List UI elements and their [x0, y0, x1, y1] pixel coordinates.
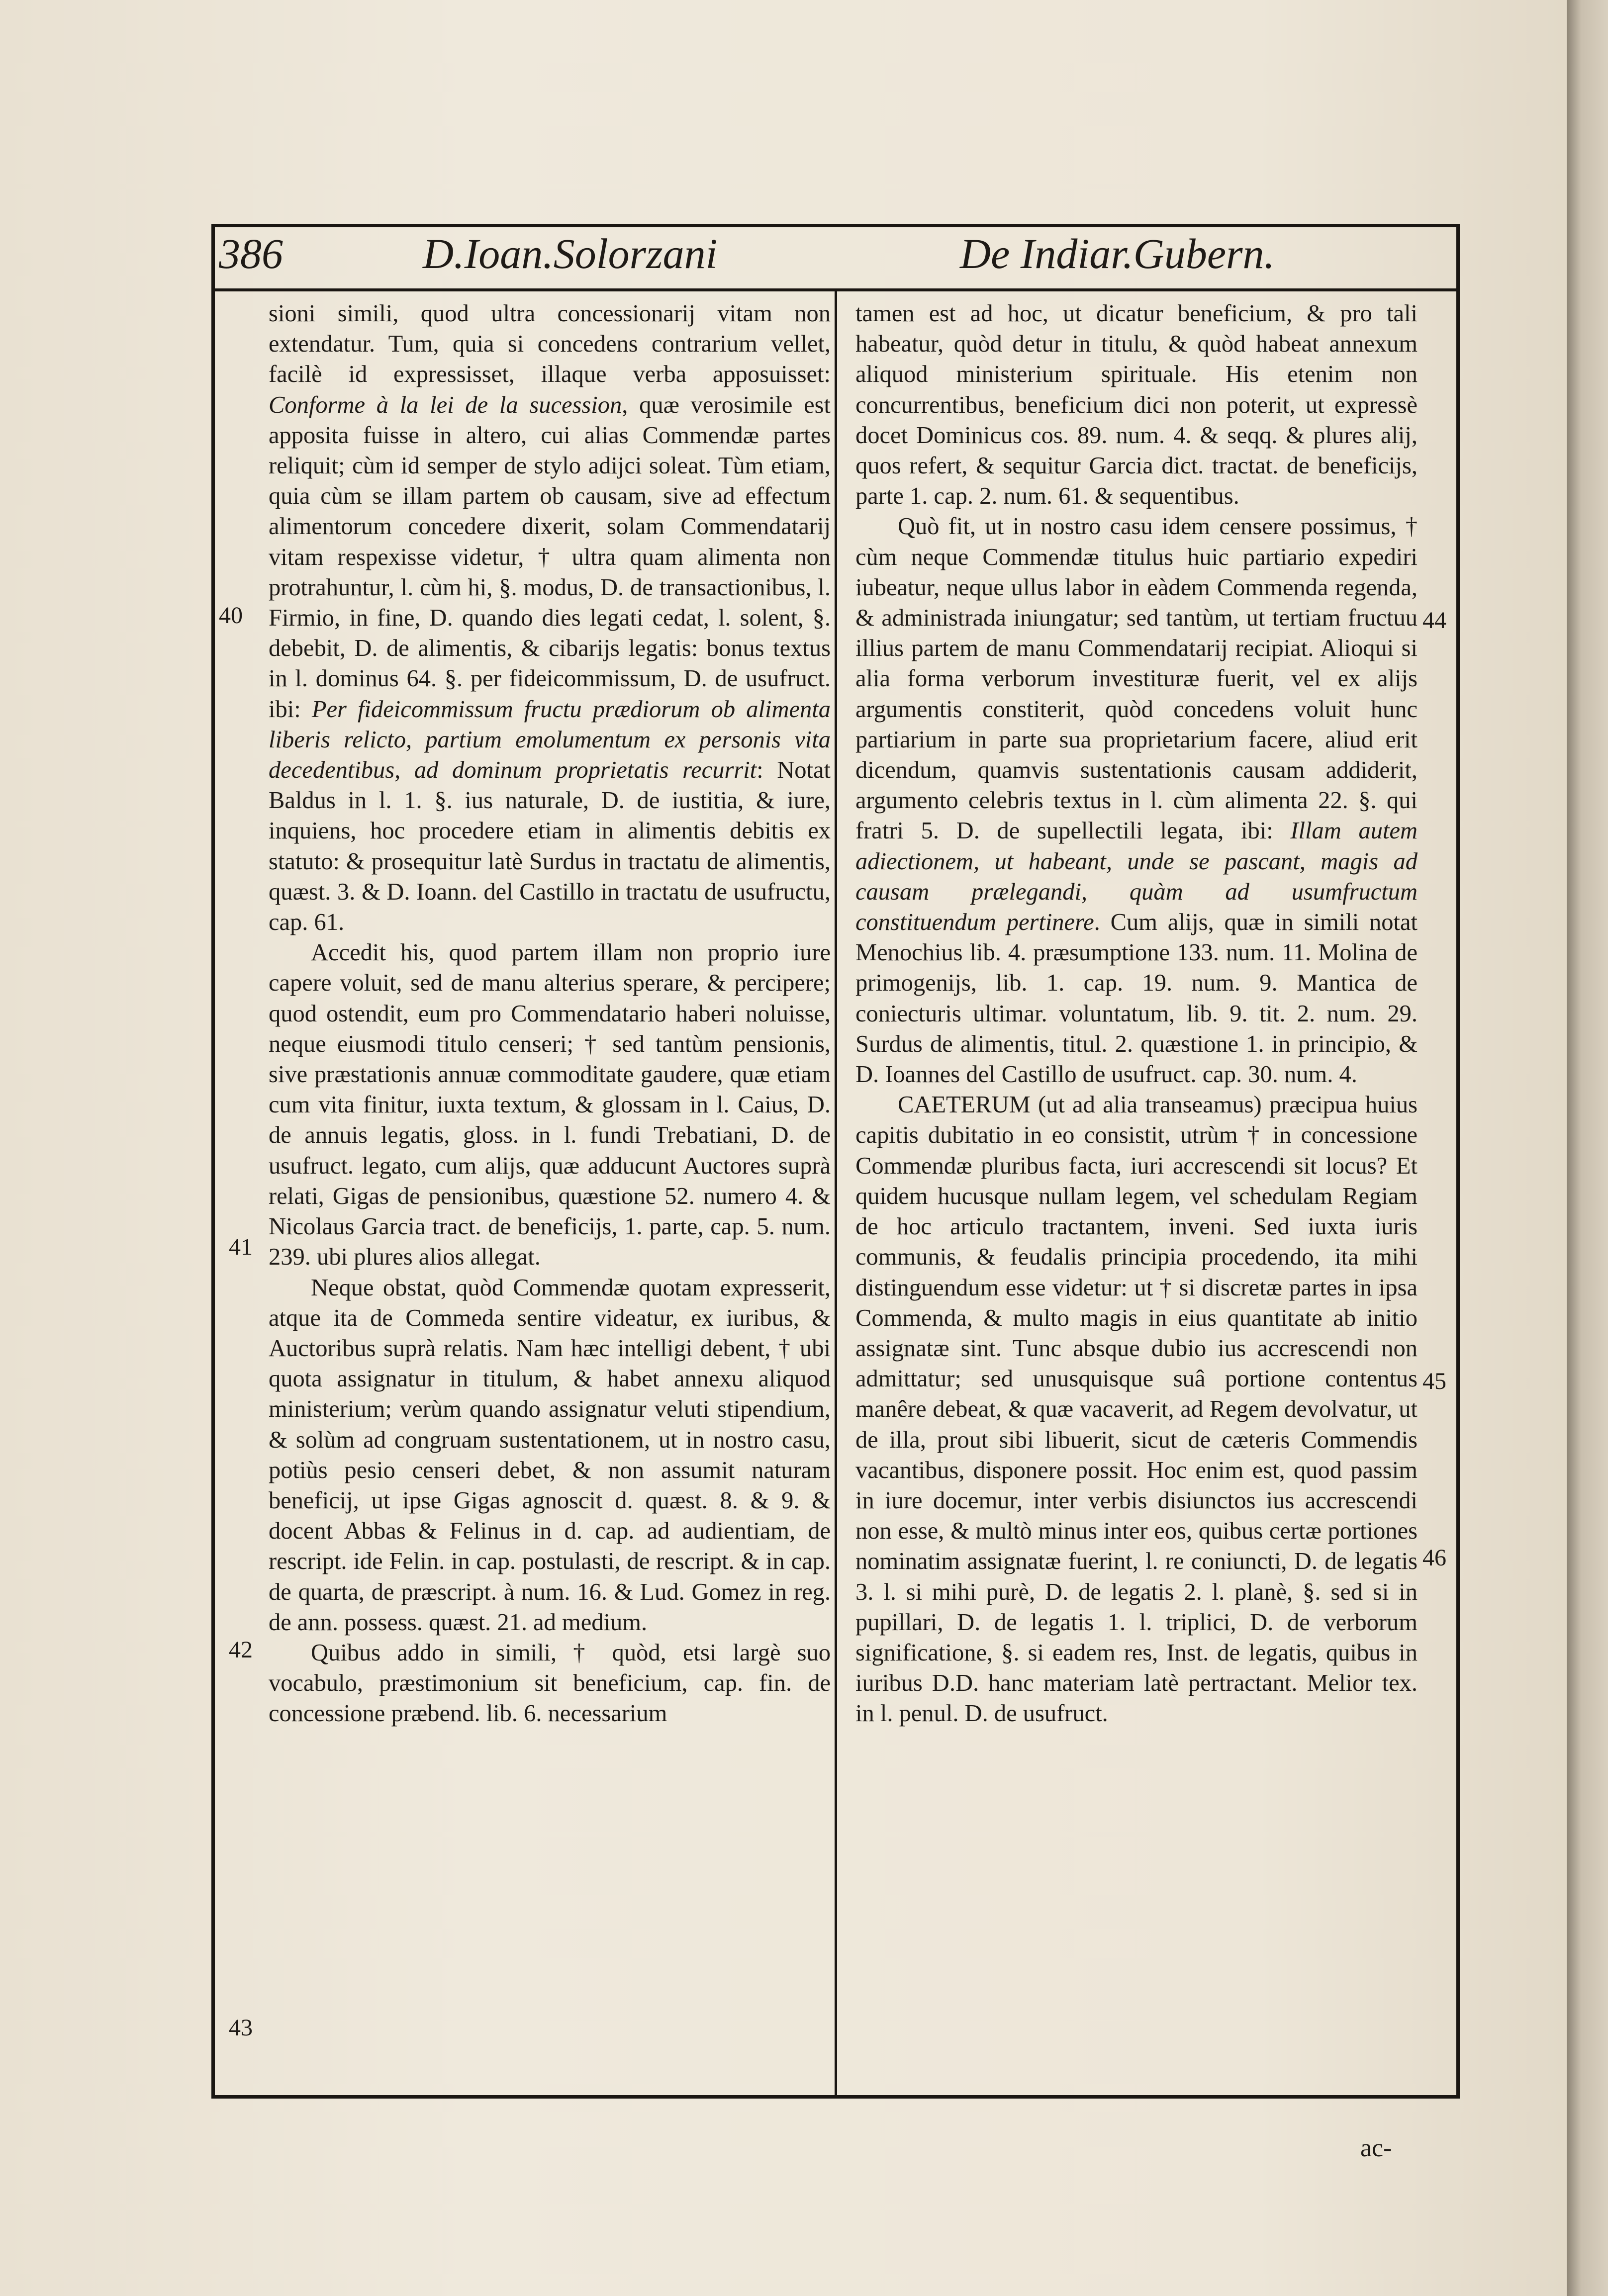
margin-number: 45 — [1422, 1368, 1446, 1394]
column-divider — [835, 288, 837, 2099]
text-run: , quæ verosimile est apposita fuisse in altero, cui alias Commendæ partes reliquit; cùm id semper de stylo adijci soleat. Tùm etiam, quia cùm se illam partem ob causam, sive ad effectum alimentorum concedere dixerit, solam Commendatarij vitam respexisse videtur, † ultra quam alimenta non protrahuntur, l. cùm hi, §. modus, D. de transactionibus, l. Firmio, in fine, D. quando dies legati cedat, l. solent, §. debebit, D. de alimentis, & cibarijs legatis: bonus textus in l. dominus 64. §. per fideicommissum, D. de usufruct. ibi: — [269, 391, 831, 723]
right-column — [855, 298, 1418, 1729]
text-run: : Notat Baldus in l. 1. §. ius naturale, D. de iustitia, & iure, inquiens, hoc procedere etiam in alimentis debitis ex statuto: & prosequitur latè Surdus in tractatu de alimentis, quæst. 3. & D. Ioann. del Castillo in tractatu de usufructu, cap. 61. — [269, 757, 831, 936]
running-head-author: D.Ioan.Solorzani — [423, 230, 718, 277]
paragraph: Quibus addo in simili, † quòd, etsi largè suo vocabulo, præstimonium sit beneficium, cap. fin. de concessione præbend. lib. 6. necessarium — [269, 1639, 831, 1727]
text-run: sioni simili, quod ultra concessionarij vitam non extendatur. Tum, quia si concedens contrarium vellet, facilè id expressisset, illaque verba apposuisset: — [269, 300, 831, 388]
margin-number: 40 — [219, 602, 243, 629]
margin-number: 43 — [229, 2015, 253, 2041]
paragraph: tamen est ad hoc, ut dicatur beneficium, & pro tali habeatur, quòd detur in titulu, & quòd habeat annexum aliquod ministerium spirituale. His etenim non concurrentibus, beneficium dici non poterit, ut expressè docet Dominicus cos. 89. num. 4. & seqq. & plures alij, quos refert, & sequitur Garcia dict. tractat. de beneficijs, parte 1. cap. 2. num. 61. & sequentibus. — [855, 300, 1418, 510]
italic-quote: Per fideicommissum fructu prædiorum ob alimenta liberis relicto, partium emolumentum ex personis vita decedentibus, ad dominum proprietatis recurrit — [269, 696, 831, 784]
paragraph — [855, 511, 1418, 1090]
italic-quote: Conforme à la lei de la sucession — [269, 391, 622, 418]
paragraph: CAETERUM (ut ad alia transeamus) præcipua huius capitis dubitatio in eo consistit, utrùm † in concessione Commendæ pluribus facta, iuri accrescendi sit locus? Et quidem hucusque nullam legem, vel schedulam Regiam de hoc articulo tractantem, inveni. Sed iuxta iuris communis, & feudalis principia procedendo, ita mihi distinguendum esse videtur: ut † si discretæ partes in ipsa Commenda, & multo magis in eius quantitate ab initio assignatæ sint. Tunc absque dubio ius accrescendi non admittatur; sed unusquisque suâ portione contentus manêre debeat, & quæ vacaverit, ad Regem devolvatur, ut de illa, prout sibi libuerit, sicut de cæteris Commendis vacantibus, disponere possit. Hoc enim est, quod passim in iure docemur, inter verbis disiunctos ius accrescendi non esse, & multò minus inter eos, quibus certæ portiones nominatim assignatæ fuerint, l. re coniuncti, D. de legatis 3. l. si mihi purè, D. de legatis 2. l. planè, §. sed si in pupillari, D. de legatis 1. l. triplici, D. de verborum significatione, §. si eadem res, Inst. de legatis, quibus in iuribus D.D. hanc materiam latè pertractant. Melior tex. in l. penul. D. de usufruct. — [855, 1092, 1418, 1727]
paragraph: Neque obstat, quòd Commendæ quotam expresserit, atque ita de Commeda sentire videatur, ex iuribus, & Auctoribus suprà relatis. Nam hæc intelligi debent, † ubi quota assignatur in titulum, & habet annexu aliquod ministerium; verùm quando assignatur veluti stipendium, & solùm ad congruam sustentationem, ut in nostro casu, potiùs pesio censeri debet, & non assumit naturam beneficij, ut ipse Gigas agnoscit d. quæst. 8. & 9. & docent Abbas & Felinus in d. cap. ad audientiam, de rescript. ide Felin. in cap. postulasti, de rescript. & in cap. de quarta, de præscript. à num. 16. & Lud. Gomez in reg. de ann. possess. quæst. 21. ad medium. — [269, 1274, 831, 1636]
margin-number: 41 — [229, 1234, 253, 1260]
left-column — [269, 298, 831, 1729]
paragraph: Accedit his, quod partem illam non proprio iure capere voluit, sed de manu alterius sperare, & percipere; quod ostendit, eum pro Commendatario haberi noluisse, neque eiusmodi titulo censeri; † sed tantùm pensionis, sive præstationis annuæ commoditate gaudere, quæ etiam cum vita finitur, iuxta textum, & glossam in l. Caius, D. de annuis legatis, gloss. in l. fundi Trebatiani, D. de usufruct. legato, cum alijs, quæ adducunt Auctores suprà relati, Gigas de pensionibus, quæstione 52. numero 4. & Nicolaus Garcia tract. de beneficijs, 1. parte, cap. 5. num. 239. ubi plures alios allegat. — [269, 939, 831, 1271]
next-page-edge — [1567, 0, 1608, 2296]
text-run: . Cum alijs, quæ in simili notat Menochius lib. 4. præsumptione 133. num. 11. Molina de primogenijs, lib. 1. cap. 19. num. 9. Mantica de coniecturis ultimar. voluntatum, lib. 9. tit. 2. num. 29. Surdus de alimentis, titul. 2. quæstione 1. in principio, & D. Ioannes del Castillo de usufruct. cap. 30. num. 4. — [855, 909, 1418, 1088]
margin-number: 42 — [229, 1637, 253, 1663]
italic-quote: Illam autem adiectionem, ut habeant, unde se pascant, magis ad causam prælegandi, quàm ad usumfructum constituendum pertinere — [855, 818, 1418, 936]
running-head-title: De Indiar.Gubern. — [960, 230, 1275, 277]
paragraph — [269, 298, 831, 937]
catchword: ac- — [1360, 2134, 1392, 2162]
margin-number: 44 — [1422, 607, 1446, 634]
page-number: 386 — [219, 230, 283, 277]
margin-number: 46 — [1422, 1545, 1446, 1571]
text-run: Quò fit, ut in nostro casu idem censere possimus, † cùm neque Commendæ titulus huic partiario expediri iubeatur, neque ullus labor in eàdem Commenda regenda, & administrada iniungatur; sed tantùm, ut tertiam fructuu illius partem de manu Commendatarij recipiat. Alioqui si alia forma verborum investituræ fuerit, vel ex alijs argumentis constiterit, quòd concedens voluit hunc partiarium in parte sua proprietarium facere, aliud erit dicendum, quamvis sustentationis causam addiderit, argumento celebris textus in l. cùm alimenta 22. §. qui fratri 5. D. de supellectili legata, ibi: — [855, 513, 1418, 844]
